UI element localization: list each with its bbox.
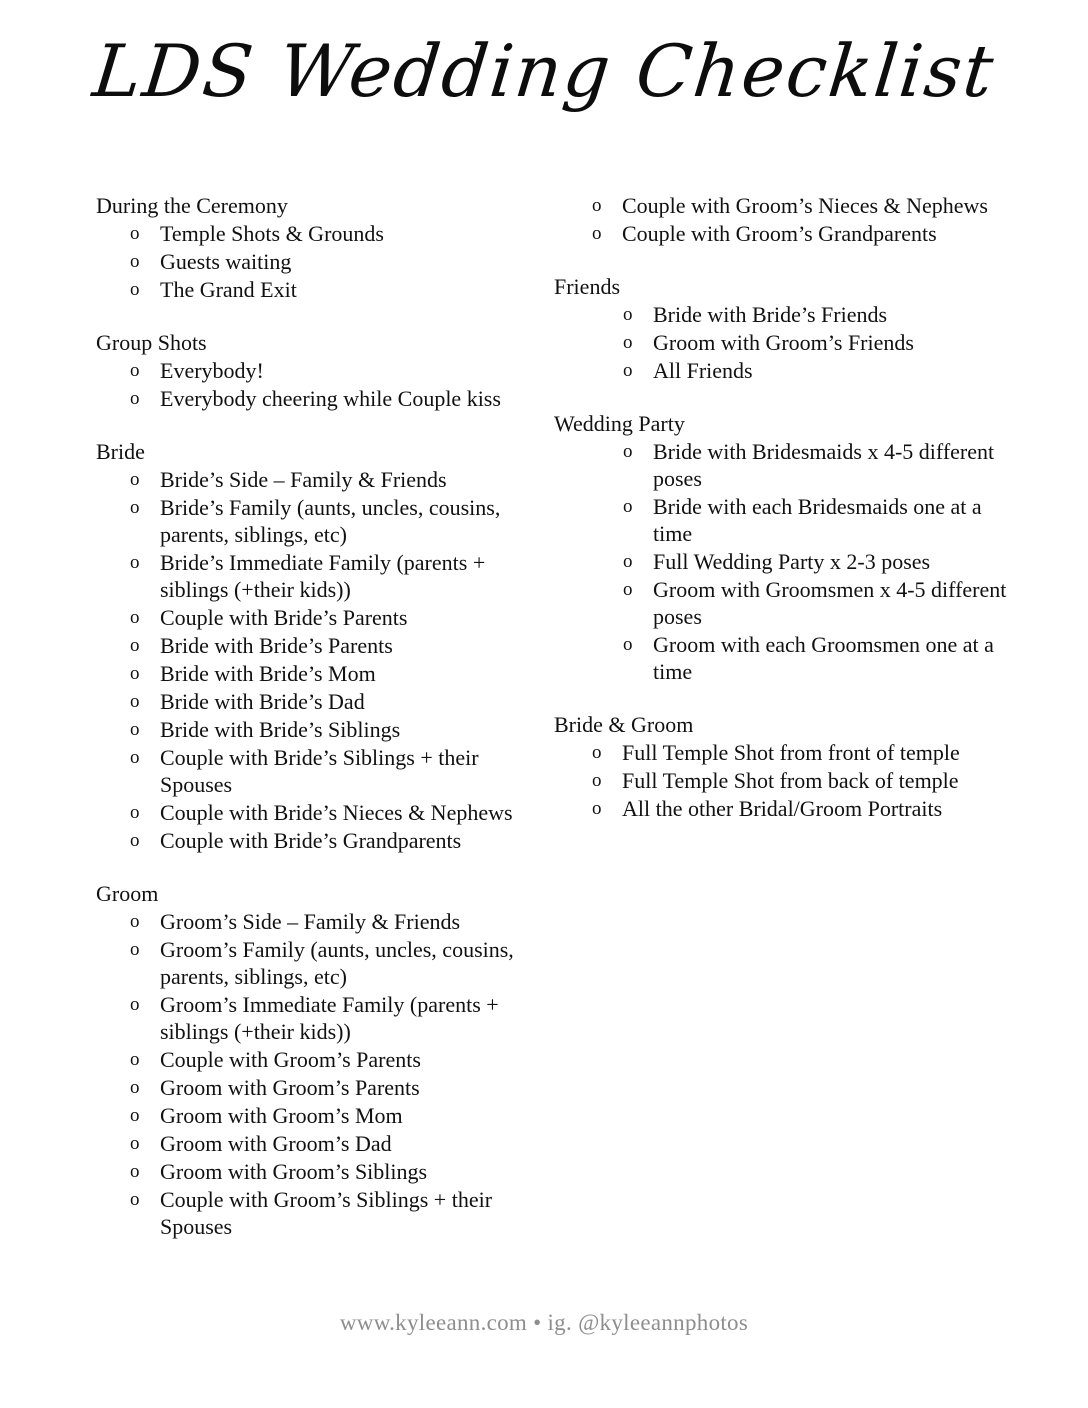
bullet-circle-icon: o [592,798,602,819]
checklist-item-label: Groom with Groom’s Parents [160,1075,420,1100]
checklist-section [554,273,1024,384]
checklist-list [96,220,536,303]
checklist-item-label: Full Wedding Party x 2-3 poses [653,549,931,574]
checklist-item-label: The Grand Exit [160,277,297,302]
checklist-item[interactable] [554,192,1024,219]
checklist-item-label: Full Temple Shot from front of temple [622,740,960,765]
checklist-columns [0,192,1088,1292]
bullet-circle-icon: o [623,579,633,600]
checklist-item-label: Couple with Groom’s Nieces & Nephews [622,193,988,218]
bullet-circle-icon: o [130,719,140,740]
checklist-item-label: Groom with Groom’s Siblings [160,1159,428,1184]
checklist-item-label: Couple with Groom’s Siblings + their Spouses [160,1187,493,1239]
checklist-item-label: Groom with Groom’s Dad [160,1131,392,1156]
checklist-item[interactable] [554,220,1024,247]
checklist-item[interactable] [96,220,536,247]
checklist-item[interactable] [96,357,536,384]
checklist-item-label: Bride with Bride’s Siblings [160,717,401,742]
page-title: LDS Wedding Checklist [89,29,999,113]
checklist-item[interactable] [96,1046,536,1073]
checklist-item-label: Bride with Bride’s Friends [653,302,888,327]
checklist-item[interactable] [96,1102,536,1129]
section-heading: Bride & Groom [554,712,694,737]
checklist-item[interactable] [554,493,1024,547]
bullet-circle-icon: o [592,770,602,791]
bullet-circle-icon: o [130,251,140,272]
checklist-item-label: Groom with Groom’s Friends [653,330,914,355]
footer [0,1308,1088,1338]
checklist-item[interactable] [96,385,536,412]
bullet-circle-icon: o [592,195,602,216]
checklist-section [96,192,536,303]
section-heading: Groom [96,881,159,906]
checklist-section [96,438,536,854]
checklist-item[interactable] [554,357,1024,384]
checklist-item-label: Bride’s Side – Family & Friends [160,467,447,492]
checklist-item[interactable] [554,548,1024,575]
checklist-item-label: Full Temple Shot from back of temple [622,768,959,793]
footer-separator: • [533,1310,542,1335]
checklist-section [96,329,536,412]
footer-instagram[interactable]: ig. @kyleeannphotos [547,1310,749,1335]
bullet-circle-icon: o [623,551,633,572]
checklist-item[interactable] [96,688,536,715]
bullet-circle-icon: o [130,691,140,712]
checklist-item-label: Couple with Groom’s Parents [160,1047,421,1072]
section-heading: Friends [554,274,620,299]
checklist-item-label: All Friends [653,358,753,383]
checklist-item-label: Couple with Bride’s Nieces & Nephews [160,800,513,825]
checklist-list [96,466,536,854]
checklist-list [554,192,1024,247]
checklist-item[interactable] [554,739,1024,766]
checklist-item-label: Bride’s Immediate Family (parents + siblings (+their kids)) [160,550,486,602]
bullet-circle-icon: o [592,742,602,763]
bullet-circle-icon: o [130,388,140,409]
checklist-item[interactable] [96,1130,536,1157]
bullet-circle-icon: o [130,1189,140,1210]
checklist-item-label: Couple with Bride’s Grandparents [160,828,462,853]
checklist-item[interactable] [96,799,536,826]
bullet-circle-icon: o [130,994,140,1015]
checklist-item[interactable] [96,991,536,1045]
bullet-circle-icon: o [130,607,140,628]
bullet-circle-icon: o [130,747,140,768]
bullet-circle-icon: o [623,360,633,381]
bullet-circle-icon: o [623,332,633,353]
checklist-item-label: Bride’s Family (aunts, uncles, cousins, parents, siblings, etc) [160,495,501,547]
bullet-circle-icon: o [130,1161,140,1182]
bullet-circle-icon: o [130,1049,140,1070]
checklist-item[interactable] [96,744,536,798]
checklist-item[interactable] [96,1158,536,1185]
checklist-item-label: Couple with Bride’s Siblings + their Spouses [160,745,479,797]
checklist-item[interactable] [554,631,1024,685]
bullet-circle-icon: o [592,223,602,244]
bullet-circle-icon: o [623,304,633,325]
checklist-item[interactable] [554,438,1024,492]
checklist-item[interactable] [96,1186,536,1240]
bullet-circle-icon: o [130,223,140,244]
left-column [96,192,536,1241]
bullet-circle-icon: o [623,496,633,517]
checklist-item-label: Bride with Bride’s Mom [160,661,376,686]
checklist-item[interactable] [96,716,536,743]
checklist-list [96,908,536,1240]
bullet-circle-icon: o [130,497,140,518]
checklist-item[interactable] [96,908,536,935]
checklist-item-label: Temple Shots & Grounds [160,221,384,246]
checklist-item[interactable] [554,767,1024,794]
checklist-item-label: Groom’s Immediate Family (parents + siblings (+their kids)) [160,992,499,1044]
bullet-circle-icon: o [130,663,140,684]
right-column [554,192,1024,823]
bullet-circle-icon: o [130,911,140,932]
checklist-item[interactable] [96,604,536,631]
bullet-circle-icon: o [130,635,140,656]
checklist-list [554,301,1024,384]
checklist-item-label: Groom with Groom’s Mom [160,1103,403,1128]
bullet-circle-icon: o [130,830,140,851]
section-heading: Group Shots [96,330,207,355]
checklist-item-label: Groom with Groomsmen x 4-5 different poses [653,577,1007,629]
groom-list-continuation [554,192,1024,247]
bullet-circle-icon: o [130,1105,140,1126]
section-heading: Bride [96,439,145,464]
checklist-list [554,438,1024,685]
checklist-list [554,739,1024,822]
checklist-item[interactable] [96,494,536,548]
checklist-section [554,711,1024,822]
footer-website[interactable]: www.kyleeann.com [339,1310,528,1335]
checklist-item[interactable] [96,248,536,275]
checklist-item[interactable] [96,632,536,659]
checklist-item[interactable] [554,795,1024,822]
checklist-item[interactable] [96,936,536,990]
checklist-item[interactable] [96,466,536,493]
bullet-circle-icon: o [130,939,140,960]
checklist-item-label: Bride with Bride’s Dad [160,689,365,714]
checklist-item-label: Bride with each Bridesmaids one at a time [653,494,982,546]
bullet-circle-icon: o [130,279,140,300]
checklist-section [554,410,1024,685]
checklist-item[interactable] [96,276,536,303]
bullet-circle-icon: o [130,1133,140,1154]
bullet-circle-icon: o [130,360,140,381]
checklist-item-label: Everybody cheering while Couple kiss [160,386,501,411]
checklist-item-label: Groom’s Side – Family & Friends [160,909,461,934]
bullet-circle-icon: o [130,802,140,823]
section-heading: During the Ceremony [96,193,288,218]
checklist-item-label: Bride with Bridesmaids x 4-5 different poses [653,439,995,491]
bullet-circle-icon: o [623,441,633,462]
checklist-item-label: All the other Bridal/Groom Portraits [622,796,943,821]
checklist-item-label: Groom’s Family (aunts, uncles, cousins, parents, siblings, etc) [160,937,514,989]
checklist-item[interactable] [96,827,536,854]
checklist-item[interactable] [554,329,1024,356]
checklist-section [96,880,536,1240]
checklist-item-label: Couple with Groom’s Grandparents [622,221,937,246]
checklist-item-label: Everybody! [160,358,264,383]
checklist-list [96,357,536,412]
bullet-circle-icon: o [130,469,140,490]
checklist-item-label: Guests waiting [160,249,292,274]
section-heading: Wedding Party [554,411,685,436]
checklist-item-label: Couple with Bride’s Parents [160,605,408,630]
checklist-item-label: Bride with Bride’s Parents [160,633,393,658]
checklist-item[interactable] [554,576,1024,630]
checklist-item-label: Groom with each Groomsmen one at a time [653,632,994,684]
bullet-circle-icon: o [130,1077,140,1098]
checklist-item[interactable] [96,549,536,603]
bullet-circle-icon: o [130,552,140,573]
bullet-circle-icon: o [623,634,633,655]
checklist-item[interactable] [554,301,1024,328]
checklist-item[interactable] [96,660,536,687]
checklist-item[interactable] [96,1074,536,1101]
